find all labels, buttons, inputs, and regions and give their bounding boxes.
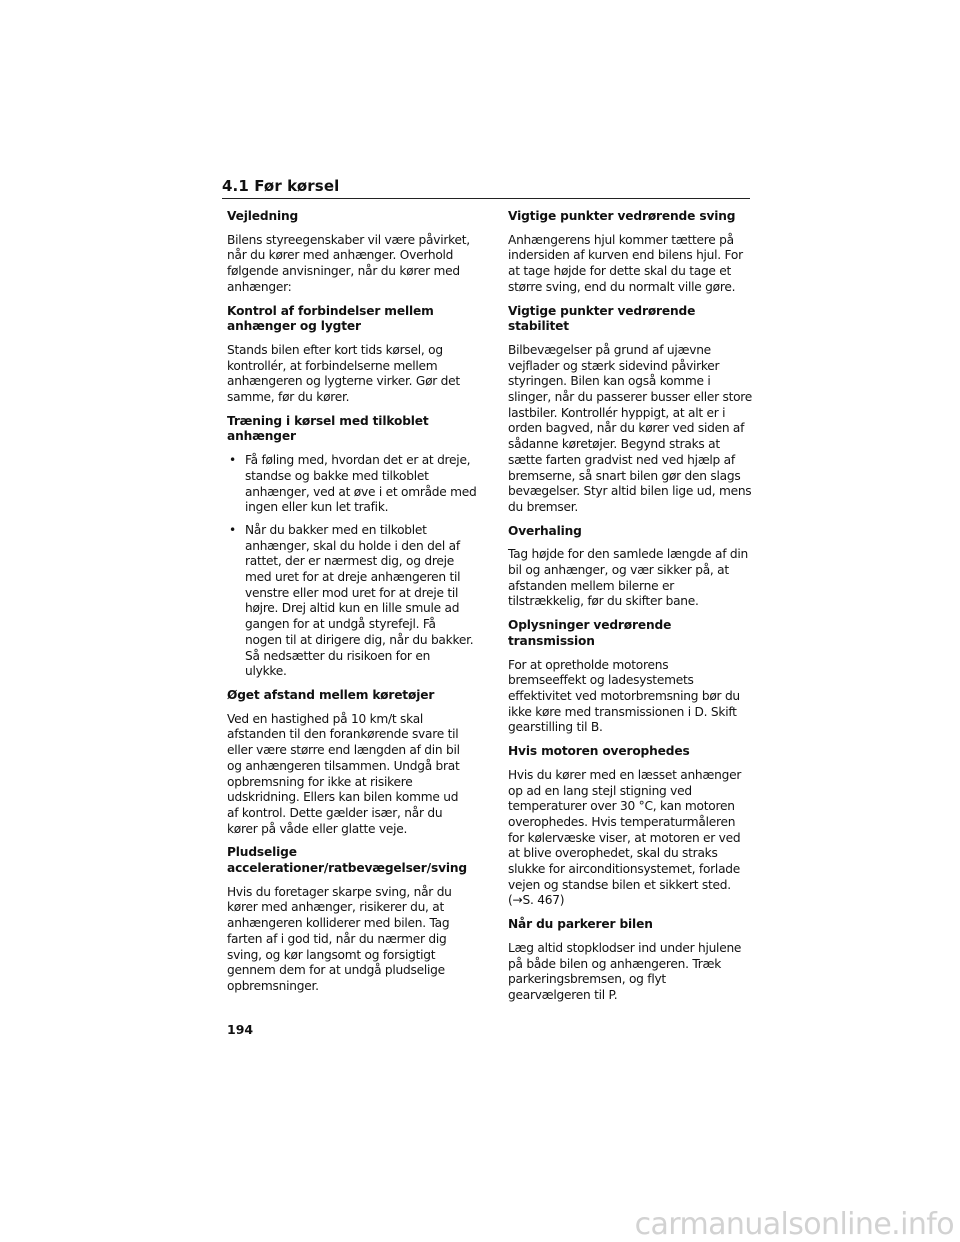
section-header <box>222 177 750 199</box>
watermark: carmanualsonline.info <box>634 1207 954 1242</box>
text-afstand: Ved en hastighed på 10 km/t skal afstanden til den forankørende svare til eller være større end længden af din bil og anhængeren tilsammen. Undgå brat opbremsning for ikke at risikere udskridning. Ellers kan bilen komme ud af kontrol. Dette gælder især, når du kører på våde eller glatte veje. <box>227 711 460 836</box>
text-sving: Anhængerens hjul kommer tættere på indersiden af kurven end bilens hjul. For at tage højde for dette skal du tage et større sving, end du normalt ville gøre. <box>508 232 743 294</box>
page-number: 194 <box>227 1022 254 1037</box>
text-transmission: For at opretholde motorens bremseeffekt og ladesystemets effektivitet ved motorbremsning bør du ikke køre med transmissionen i D. Skift gearstilling til B. <box>508 657 740 735</box>
bullet-list-traening <box>227 453 477 680</box>
heading-transmission: Oplysninger vedrørende transmission <box>508 618 672 648</box>
heading-parkerer: Når du parkerer bilen <box>508 917 653 932</box>
right-column <box>508 209 758 1012</box>
bullet-item: • Når du bakker med en tilkoblet anhænger, skal du holde i den del af rattet, der er nærmest dig, og dreje med uret for at dreje anhængeren til venstre eller mod uret for at dreje til højre. Drej altid kun en lille smule ad gangen for at undgå styrefejl. Få nogen til at dirigere dig, når du bakker. Så nedsætter du risikoen for en ulykke. <box>227 523 477 680</box>
text-overophedes: Hvis du kører med en læsset anhænger op ad en lang stejl stigning ved temperaturer over 30 °C, kan motoren overophedes. Hvis temperaturmåleren for kølervæske viser, at motoren er ved at blive overophedet, skal du straks slukke for airconditionsystemet, forlade vejen og standse bilen et sikkert sted. (→S. 467) <box>508 767 742 908</box>
heading-traening: Træning i kørsel med tilkoblet anhænger <box>227 413 429 444</box>
heading-stabilitet: Vigtige punkter vedrørende stabilitet <box>508 303 696 334</box>
section-title: 4.1 Før kørsel <box>222 177 340 195</box>
left-column <box>227 209 477 1003</box>
heading-sving: Vigtige punkter vedrørende sving <box>508 209 736 223</box>
heading-overophedes: Hvis motoren overophedes <box>508 744 690 759</box>
text-vejledning: Bilens styreegenskaber vil være påvirket, når du kører med anhænger. Overhold følgende anvisninger, når du kører med anhænger: <box>227 232 470 294</box>
text-parkerer: Læg altid stopklodser ind under hjulene på både bilen og anhængeren. Træk parkeringsbremsen, og flyt gearvælgeren til P. <box>508 940 742 1002</box>
heading-overhaling: Overhaling <box>508 523 582 538</box>
heading-kontrol: Kontrol af forbindelser mellem anhænger og lygter <box>227 303 434 334</box>
text-pludselige: Hvis du foretager skarpe sving, når du kører med anhænger, risikerer du, at anhængeren kolliderer med bilen. Tag farten af i god tid, når du nærmer dig sving, og kør langsomt og forsigtigt gennem dem for at undgå pludselige opbremsninger. <box>227 884 452 993</box>
text-kontrol: Stands bilen efter kort tids kørsel, og kontrollér, at forbindelserne mellem anhængeren og lygterne virker. Gør det samme, før du kører. <box>227 342 460 405</box>
heading-afstand: Øget afstand mellem køretøjer <box>227 687 435 702</box>
text-overhaling: Tag højde for den samlede længde af din bil og anhænger, og vær sikker på, at afstanden mellem bilerne er tilstrækkelig, før du skifter bane. <box>508 547 748 609</box>
heading-vejledning: Vejledning <box>227 209 299 223</box>
bullet-item: • Få føling med, hvordan det er at dreje, standse og bakke med tilkoblet anhænger, ved at øve i et område med ingen eller kun let trafik. <box>227 453 477 516</box>
heading-pludselige: Pludselige accelerationer/ratbevægelser/sving <box>227 845 467 876</box>
text-stabilitet: Bilbevægelser på grund af ujævne vejflader og stærk sidevind påvirker styringen. Bilen kan også komme i slinger, når du passerer busser eller store lastbiler. Kontrollér hyppigt, at alt er i orden bagved, når du kører ved siden af sådanne køretøjer. Begynd straks at sætte farten gradvist ned ved hjælp af bremserne, så snart bilen gør den slags bevægelser. Styr altid bilen lige ud, mens du bremser. <box>508 342 753 514</box>
